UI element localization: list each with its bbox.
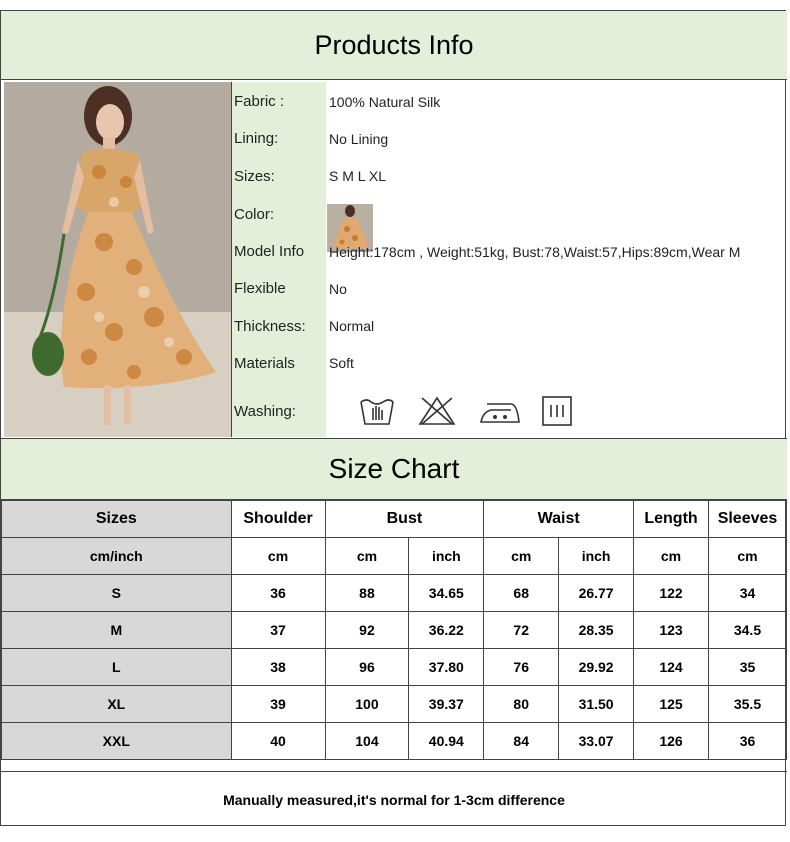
table-row bbox=[2, 649, 787, 686]
table-cell: 34.65 bbox=[409, 575, 484, 612]
table-cell: 40.94 bbox=[409, 723, 484, 760]
table-row bbox=[2, 723, 787, 760]
header-bust: Bust bbox=[325, 501, 484, 538]
footer-note-text: Manually measured,it's normal for 1-3cm difference bbox=[223, 792, 565, 808]
table-cell: 34.5 bbox=[708, 612, 786, 649]
lining-value: No Lining bbox=[329, 131, 389, 147]
table-cell: 123 bbox=[634, 612, 709, 649]
header-waist: Waist bbox=[484, 501, 634, 538]
do-not-bleach-icon bbox=[417, 394, 453, 428]
table-cell: 88 bbox=[325, 575, 409, 612]
table-cell: 122 bbox=[634, 575, 709, 612]
table-unit-row bbox=[2, 538, 787, 575]
table-cell: 76 bbox=[484, 649, 559, 686]
table-row bbox=[2, 612, 787, 649]
table-cell: 36.22 bbox=[409, 612, 484, 649]
size-cell: S bbox=[2, 575, 232, 612]
dry-flat-icon bbox=[541, 394, 577, 428]
flexible-value: No bbox=[329, 281, 347, 297]
header-sizes: Sizes bbox=[2, 501, 232, 538]
size-cell: M bbox=[2, 612, 232, 649]
page-frame bbox=[0, 10, 786, 826]
size-chart-title: Size Chart bbox=[328, 453, 460, 484]
table-row bbox=[2, 686, 787, 723]
table-cell: 37.80 bbox=[409, 649, 484, 686]
table-cell: 33.07 bbox=[559, 723, 634, 760]
table-cell: 100 bbox=[325, 686, 409, 723]
header-shoulder: Shoulder bbox=[231, 501, 325, 538]
materials-value: Soft bbox=[329, 355, 354, 371]
unit-cell: cm bbox=[708, 538, 786, 575]
header-length: Length bbox=[634, 501, 709, 538]
table-cell: 126 bbox=[634, 723, 709, 760]
flexible-label: Flexible bbox=[234, 280, 286, 297]
table-cell: 39 bbox=[231, 686, 325, 723]
lining-label: Lining: bbox=[234, 130, 279, 147]
unit-cell: inch bbox=[559, 538, 634, 575]
table-cell: 28.35 bbox=[559, 612, 634, 649]
fabric-value: 100% Natural Silk bbox=[329, 94, 441, 110]
unit-cell: cm bbox=[634, 538, 709, 575]
unit-cell: inch bbox=[409, 538, 484, 575]
table-cell: 80 bbox=[484, 686, 559, 723]
model-photo bbox=[4, 82, 232, 437]
model-photo-illustration bbox=[4, 82, 231, 437]
sizes-value: S M L XL bbox=[329, 168, 387, 184]
washing-label: Washing: bbox=[234, 403, 296, 420]
unit-cell: cm bbox=[231, 538, 325, 575]
table-cell: 36 bbox=[231, 575, 325, 612]
table-cell: 104 bbox=[325, 723, 409, 760]
sizes-label: Sizes: bbox=[234, 168, 275, 185]
table-cell: 68 bbox=[484, 575, 559, 612]
table-cell: 84 bbox=[484, 723, 559, 760]
table-cell: 34 bbox=[708, 575, 786, 612]
products-info-title: Products Info bbox=[314, 29, 474, 60]
size-cell: XL bbox=[2, 686, 232, 723]
table-cell: 39.37 bbox=[409, 686, 484, 723]
size-cell: L bbox=[2, 649, 232, 686]
table-cell: 26.77 bbox=[559, 575, 634, 612]
thickness-value: Normal bbox=[329, 318, 375, 334]
model-info-value: Height:178cm , Weight:51kg, Bust:78,Waist:57,Hips:89cm,Wear M bbox=[329, 244, 741, 260]
table-header-row bbox=[2, 501, 787, 538]
table-cell: 124 bbox=[634, 649, 709, 686]
table-cell: 38 bbox=[231, 649, 325, 686]
materials-label: Materials bbox=[234, 355, 295, 372]
size-chart-header bbox=[1, 438, 787, 500]
table-cell: 40 bbox=[231, 723, 325, 760]
color-label: Color: bbox=[234, 206, 275, 223]
table-cell: 36 bbox=[708, 723, 786, 760]
table-cell: 96 bbox=[325, 649, 409, 686]
unit-cell: cm bbox=[325, 538, 409, 575]
products-info-header bbox=[1, 11, 787, 80]
table-cell: 92 bbox=[325, 612, 409, 649]
thickness-label: Thickness: bbox=[234, 318, 306, 335]
fabric-label: Fabric : bbox=[234, 93, 285, 110]
table-cell: 72 bbox=[484, 612, 559, 649]
iron-icon bbox=[479, 394, 515, 428]
table-cell: 37 bbox=[231, 612, 325, 649]
header-sleeves: Sleeves bbox=[708, 501, 786, 538]
table-cell: 35 bbox=[708, 649, 786, 686]
hand-wash-icon bbox=[359, 394, 395, 428]
unit-cell: cm/inch bbox=[2, 538, 232, 575]
table-cell: 29.92 bbox=[559, 649, 634, 686]
size-cell: XXL bbox=[2, 723, 232, 760]
table-cell: 125 bbox=[634, 686, 709, 723]
unit-cell: cm bbox=[484, 538, 559, 575]
table-cell: 31.50 bbox=[559, 686, 634, 723]
model-info-label: Model Info bbox=[234, 243, 305, 260]
table-cell: 35.5 bbox=[708, 686, 786, 723]
table-row bbox=[2, 575, 787, 612]
size-chart-table bbox=[1, 500, 787, 760]
measurement-note bbox=[1, 771, 787, 828]
